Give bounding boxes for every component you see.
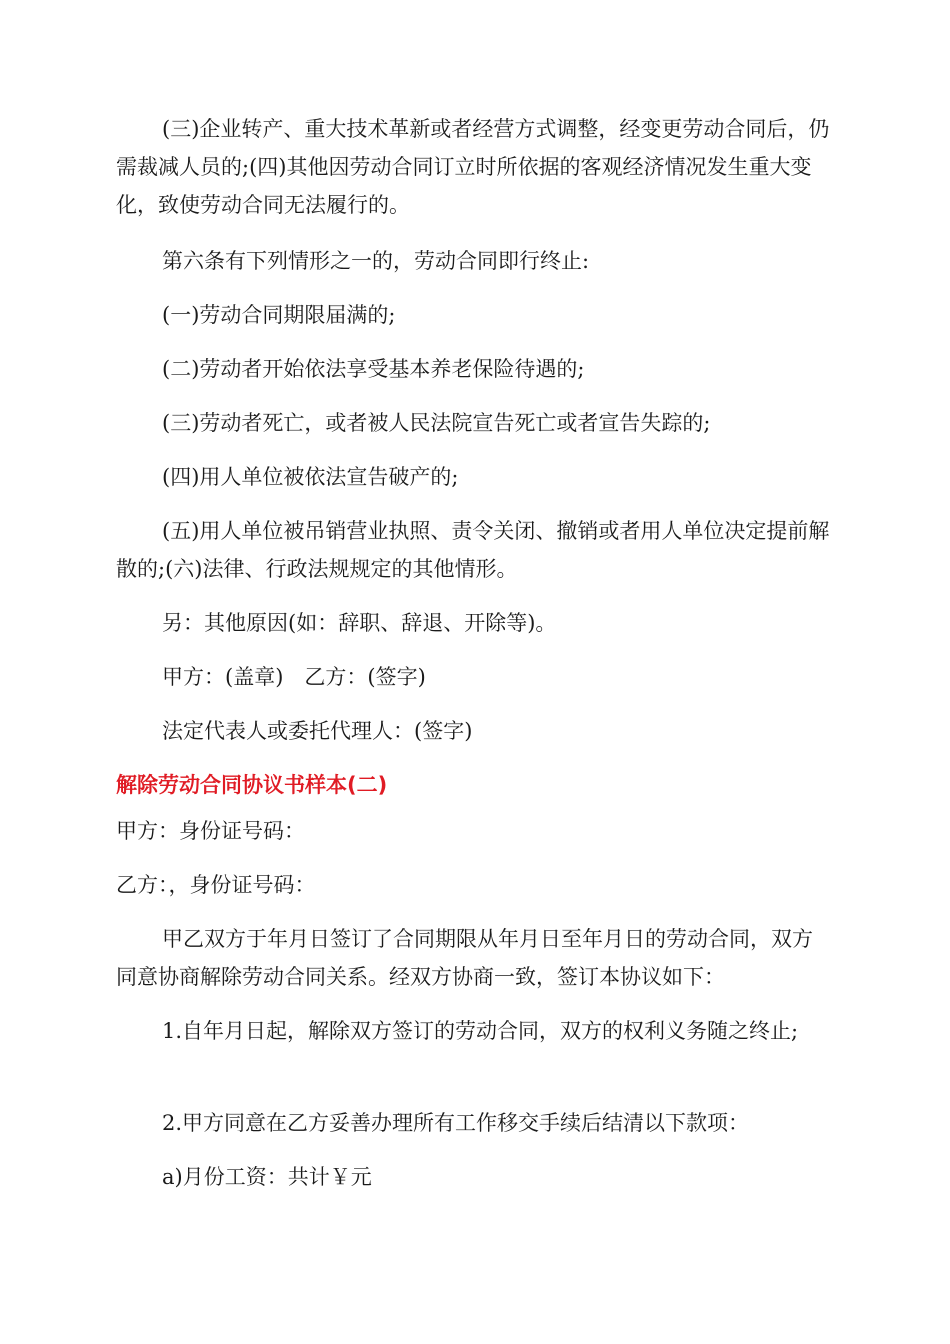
paragraph-agreement-intro: 甲乙双方于年月日签订了合同期限从年月日至年月日的劳动合同，双方同意协商解除劳动合同关系。经双方协商一致，签订本协议如下： [116,927,813,989]
paragraph-article-six: 第六条有下列情形之一的，劳动合同即行终止: [162,249,590,273]
paragraph-layoff-conditions: (三)企业转产、重大技术革新或者经营方式调整，经变更劳动合同后，仍需裁减人员的;(四)其他因劳动合同订立时所依据的客观经济情况发生重大变化，致使劳动合同无法履行的。 [116,117,830,217]
signature-representative: 法定代表人或委托代理人：(签字) [162,719,473,743]
list-item-termination-1: (一)劳动合同期限届满的; [162,303,396,327]
clause-2a-salary: a)月份工资：共计￥元 [162,1165,372,1189]
clause-1: 1.自年月日起，解除双方签订的劳动合同，双方的权利义务随之终止; [162,1019,799,1043]
party-b-line: 乙方：，身份证号码： [116,873,316,897]
signature-parties: 甲方：(盖章) 乙方：(签字) [162,665,426,689]
list-item-termination-2: (二)劳动者开始依法享受基本养老保险待遇的; [162,357,585,381]
list-item-termination-3: (三)劳动者死亡，或者被人民法院宣告死亡或者宣告失踪的; [162,411,711,435]
section-heading: 解除劳动合同协议书样本(二) [116,773,388,797]
list-item-termination-5-6: (五)用人单位被吊销营业执照、责令关闭、撤销或者用人单位决定提前解散的;(六)法律、行政法规规定的其他情形。 [116,519,830,581]
clause-2: 2.甲方同意在乙方妥善办理所有工作移交手续后结清以下款项： [162,1111,750,1135]
list-item-termination-4: (四)用人单位被依法宣告破产的; [162,465,459,489]
paragraph-other-reasons: 另：其他原因(如：辞职、辞退、开除等)。 [162,611,557,635]
party-a-line: 甲方：身份证号码： [116,819,305,843]
